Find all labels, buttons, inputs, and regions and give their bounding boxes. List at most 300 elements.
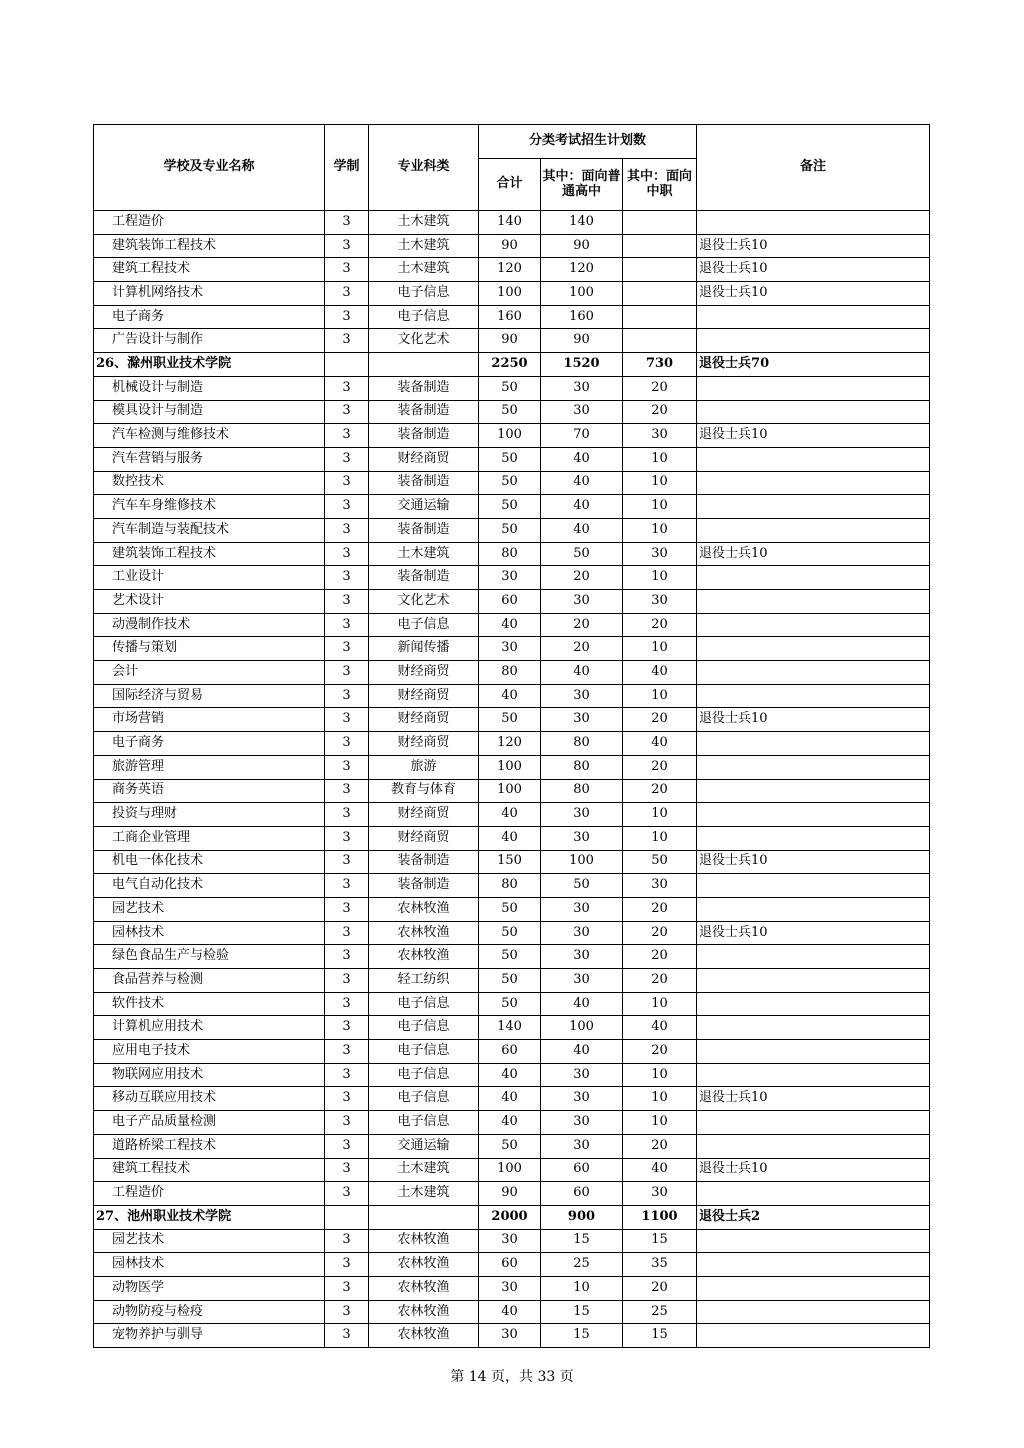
table-row bbox=[94, 305, 930, 329]
total-cell: 120 bbox=[479, 732, 541, 756]
duration-cell: 3 bbox=[325, 542, 369, 566]
note-cell bbox=[697, 755, 930, 779]
category-cell: 土木建筑 bbox=[369, 1182, 479, 1206]
duration-cell: 3 bbox=[325, 566, 369, 590]
category-cell: 财经商贸 bbox=[369, 826, 479, 850]
duration-cell: 3 bbox=[325, 826, 369, 850]
duration-cell: 3 bbox=[325, 282, 369, 306]
category-cell: 财经商贸 bbox=[369, 684, 479, 708]
major-name-cell: 应用电子技术 bbox=[94, 1040, 325, 1064]
vocational-quota-cell: 1100 bbox=[623, 1205, 697, 1229]
general-quota-cell: 30 bbox=[541, 1134, 623, 1158]
note-cell: 退役士兵10 bbox=[697, 234, 930, 258]
note-cell bbox=[697, 1063, 930, 1087]
vocational-quota-cell: 50 bbox=[623, 850, 697, 874]
vocational-quota-cell: 10 bbox=[623, 566, 697, 590]
general-quota-cell: 30 bbox=[541, 376, 623, 400]
vocational-quota-cell: 20 bbox=[623, 779, 697, 803]
general-quota-cell: 30 bbox=[541, 921, 623, 945]
general-quota-cell: 30 bbox=[541, 969, 623, 993]
category-cell: 电子信息 bbox=[369, 282, 479, 306]
vocational-quota-cell: 730 bbox=[623, 353, 697, 377]
category-cell bbox=[369, 1205, 479, 1229]
category-cell: 电子信息 bbox=[369, 1111, 479, 1135]
total-cell: 40 bbox=[479, 613, 541, 637]
note-cell: 退役士兵70 bbox=[697, 353, 930, 377]
duration-cell: 3 bbox=[325, 874, 369, 898]
header-vocational: 其中：面向中职 bbox=[623, 159, 697, 211]
vocational-quota-cell: 40 bbox=[623, 661, 697, 685]
vocational-quota-cell: 30 bbox=[623, 1182, 697, 1206]
general-quota-cell: 40 bbox=[541, 661, 623, 685]
total-cell: 30 bbox=[479, 1324, 541, 1348]
table-row bbox=[94, 732, 930, 756]
duration-cell: 3 bbox=[325, 1276, 369, 1300]
category-cell: 土木建筑 bbox=[369, 542, 479, 566]
general-quota-cell: 120 bbox=[541, 258, 623, 282]
major-name-cell: 电子商务 bbox=[94, 305, 325, 329]
duration-cell bbox=[325, 1205, 369, 1229]
note-cell bbox=[697, 566, 930, 590]
note-cell bbox=[697, 1111, 930, 1135]
vocational-quota-cell: 20 bbox=[623, 897, 697, 921]
general-quota-cell: 20 bbox=[541, 637, 623, 661]
vocational-quota-cell: 15 bbox=[623, 1324, 697, 1348]
category-cell: 电子信息 bbox=[369, 1016, 479, 1040]
page-number: 第 14 页，共 33 页 bbox=[450, 1369, 574, 1385]
total-cell: 50 bbox=[479, 921, 541, 945]
table-header bbox=[94, 125, 930, 211]
vocational-quota-cell: 10 bbox=[623, 495, 697, 519]
total-cell: 120 bbox=[479, 258, 541, 282]
duration-cell: 3 bbox=[325, 613, 369, 637]
vocational-quota-cell bbox=[623, 282, 697, 306]
general-quota-cell: 40 bbox=[541, 1040, 623, 1064]
category-cell: 轻工纺织 bbox=[369, 969, 479, 993]
vocational-quota-cell: 30 bbox=[623, 874, 697, 898]
note-cell bbox=[697, 376, 930, 400]
category-cell bbox=[369, 353, 479, 377]
major-name-cell: 道路桥梁工程技术 bbox=[94, 1134, 325, 1158]
total-cell: 50 bbox=[479, 897, 541, 921]
note-cell bbox=[697, 826, 930, 850]
total-cell: 50 bbox=[479, 376, 541, 400]
total-cell: 100 bbox=[479, 282, 541, 306]
major-name-cell: 工业设计 bbox=[94, 566, 325, 590]
note-cell bbox=[697, 1040, 930, 1064]
note-cell bbox=[697, 684, 930, 708]
category-cell: 土木建筑 bbox=[369, 211, 479, 235]
general-quota-cell: 30 bbox=[541, 708, 623, 732]
school-name: 26、滁州职业技术学院 bbox=[94, 353, 325, 377]
category-cell: 农林牧渔 bbox=[369, 897, 479, 921]
header-category: 专业科类 bbox=[369, 125, 479, 211]
duration-cell: 3 bbox=[325, 755, 369, 779]
note-cell bbox=[697, 803, 930, 827]
total-cell: 60 bbox=[479, 1253, 541, 1277]
total-cell: 2250 bbox=[479, 353, 541, 377]
major-name-cell: 市场营销 bbox=[94, 708, 325, 732]
table-row bbox=[94, 424, 930, 448]
major-name-cell: 模具设计与制造 bbox=[94, 400, 325, 424]
table-row bbox=[94, 945, 930, 969]
table-row bbox=[94, 921, 930, 945]
general-quota-cell: 30 bbox=[541, 1087, 623, 1111]
duration-cell: 3 bbox=[325, 590, 369, 614]
major-name-cell: 电气自动化技术 bbox=[94, 874, 325, 898]
table-row bbox=[94, 850, 930, 874]
total-cell: 100 bbox=[479, 424, 541, 448]
total-cell: 40 bbox=[479, 1111, 541, 1135]
vocational-quota-cell: 10 bbox=[623, 471, 697, 495]
table-row bbox=[94, 613, 930, 637]
total-cell: 40 bbox=[479, 1300, 541, 1324]
vocational-quota-cell: 40 bbox=[623, 1016, 697, 1040]
table-row bbox=[94, 211, 930, 235]
total-cell: 40 bbox=[479, 803, 541, 827]
table-row bbox=[94, 992, 930, 1016]
duration-cell: 3 bbox=[325, 708, 369, 732]
table-row bbox=[94, 1276, 930, 1300]
category-cell: 财经商贸 bbox=[369, 447, 479, 471]
major-name-cell: 电子产品质量检测 bbox=[94, 1111, 325, 1135]
table-row bbox=[94, 400, 930, 424]
total-cell: 160 bbox=[479, 305, 541, 329]
category-cell: 装备制造 bbox=[369, 874, 479, 898]
total-cell: 100 bbox=[479, 755, 541, 779]
general-quota-cell: 30 bbox=[541, 590, 623, 614]
total-cell: 140 bbox=[479, 211, 541, 235]
category-cell: 土木建筑 bbox=[369, 258, 479, 282]
major-name-cell: 机电一体化技术 bbox=[94, 850, 325, 874]
table-row bbox=[94, 1182, 930, 1206]
duration-cell: 3 bbox=[325, 258, 369, 282]
total-cell: 50 bbox=[479, 495, 541, 519]
total-cell: 80 bbox=[479, 542, 541, 566]
table-row bbox=[94, 1300, 930, 1324]
table-row bbox=[94, 258, 930, 282]
note-cell bbox=[697, 1324, 930, 1348]
major-name-cell: 动物医学 bbox=[94, 1276, 325, 1300]
vocational-quota-cell: 10 bbox=[623, 1063, 697, 1087]
major-name-cell: 艺术设计 bbox=[94, 590, 325, 614]
general-quota-cell: 50 bbox=[541, 874, 623, 898]
note-cell: 退役士兵10 bbox=[697, 921, 930, 945]
major-name-cell: 旅游管理 bbox=[94, 755, 325, 779]
major-name-cell: 工程造价 bbox=[94, 211, 325, 235]
note-cell bbox=[697, 305, 930, 329]
category-cell: 农林牧渔 bbox=[369, 1253, 479, 1277]
major-name-cell: 机械设计与制造 bbox=[94, 376, 325, 400]
duration-cell: 3 bbox=[325, 1253, 369, 1277]
note-cell bbox=[697, 945, 930, 969]
table-row bbox=[94, 1253, 930, 1277]
duration-cell: 3 bbox=[325, 305, 369, 329]
duration-cell: 3 bbox=[325, 1111, 369, 1135]
duration-cell: 3 bbox=[325, 471, 369, 495]
general-quota-cell: 40 bbox=[541, 518, 623, 542]
vocational-quota-cell: 10 bbox=[623, 1087, 697, 1111]
duration-cell: 3 bbox=[325, 1040, 369, 1064]
duration-cell: 3 bbox=[325, 732, 369, 756]
note-cell bbox=[697, 874, 930, 898]
school-name: 27、池州职业技术学院 bbox=[94, 1205, 325, 1229]
category-cell: 农林牧渔 bbox=[369, 921, 479, 945]
note-cell bbox=[697, 1229, 930, 1253]
duration-cell: 3 bbox=[325, 661, 369, 685]
table-row bbox=[94, 661, 930, 685]
total-cell: 100 bbox=[479, 779, 541, 803]
note-cell: 退役士兵10 bbox=[697, 1087, 930, 1111]
table-row bbox=[94, 969, 930, 993]
category-cell: 文化艺术 bbox=[369, 590, 479, 614]
header-note: 备注 bbox=[697, 125, 930, 211]
category-cell: 电子信息 bbox=[369, 1063, 479, 1087]
header-duration: 学制 bbox=[325, 125, 369, 211]
total-cell: 50 bbox=[479, 945, 541, 969]
category-cell: 装备制造 bbox=[369, 471, 479, 495]
total-cell: 60 bbox=[479, 1040, 541, 1064]
vocational-quota-cell: 35 bbox=[623, 1253, 697, 1277]
table-row bbox=[94, 495, 930, 519]
general-quota-cell: 30 bbox=[541, 400, 623, 424]
category-cell: 装备制造 bbox=[369, 376, 479, 400]
major-name-cell: 工程造价 bbox=[94, 1182, 325, 1206]
major-name-cell: 广告设计与制作 bbox=[94, 329, 325, 353]
note-cell bbox=[697, 1276, 930, 1300]
table-row bbox=[94, 282, 930, 306]
category-cell: 土木建筑 bbox=[369, 234, 479, 258]
total-cell: 40 bbox=[479, 826, 541, 850]
general-quota-cell: 30 bbox=[541, 1063, 623, 1087]
general-quota-cell: 30 bbox=[541, 1111, 623, 1135]
vocational-quota-cell: 10 bbox=[623, 518, 697, 542]
note-cell bbox=[697, 1134, 930, 1158]
table-row bbox=[94, 874, 930, 898]
table-row bbox=[94, 1040, 930, 1064]
major-name-cell: 食品营养与检测 bbox=[94, 969, 325, 993]
total-cell: 30 bbox=[479, 1229, 541, 1253]
major-name-cell: 移动互联应用技术 bbox=[94, 1087, 325, 1111]
major-name-cell: 计算机应用技术 bbox=[94, 1016, 325, 1040]
general-quota-cell: 40 bbox=[541, 495, 623, 519]
table-row bbox=[94, 471, 930, 495]
note-cell bbox=[697, 1016, 930, 1040]
major-name-cell: 建筑工程技术 bbox=[94, 1158, 325, 1182]
vocational-quota-cell bbox=[623, 234, 697, 258]
major-name-cell: 汽车营销与服务 bbox=[94, 447, 325, 471]
total-cell: 40 bbox=[479, 1087, 541, 1111]
vocational-quota-cell: 20 bbox=[623, 1134, 697, 1158]
duration-cell: 3 bbox=[325, 518, 369, 542]
total-cell: 50 bbox=[479, 992, 541, 1016]
header-general: 其中：面向普通高中 bbox=[541, 159, 623, 211]
category-cell: 电子信息 bbox=[369, 1040, 479, 1064]
note-cell bbox=[697, 495, 930, 519]
note-cell bbox=[697, 1182, 930, 1206]
total-cell: 90 bbox=[479, 329, 541, 353]
category-cell: 电子信息 bbox=[369, 613, 479, 637]
note-cell: 退役士兵10 bbox=[697, 708, 930, 732]
category-cell: 财经商贸 bbox=[369, 732, 479, 756]
major-name-cell: 会计 bbox=[94, 661, 325, 685]
general-quota-cell: 140 bbox=[541, 211, 623, 235]
category-cell: 财经商贸 bbox=[369, 661, 479, 685]
header-plan-group: 分类考试招生计划数 bbox=[479, 125, 697, 159]
category-cell: 文化艺术 bbox=[369, 329, 479, 353]
major-name-cell: 园艺技术 bbox=[94, 897, 325, 921]
category-cell: 农林牧渔 bbox=[369, 945, 479, 969]
note-cell bbox=[697, 1253, 930, 1277]
total-cell: 30 bbox=[479, 637, 541, 661]
duration-cell: 3 bbox=[325, 1229, 369, 1253]
category-cell: 交通运输 bbox=[369, 1134, 479, 1158]
general-quota-cell: 15 bbox=[541, 1300, 623, 1324]
duration-cell: 3 bbox=[325, 1016, 369, 1040]
major-name-cell: 电子商务 bbox=[94, 732, 325, 756]
duration-cell: 3 bbox=[325, 684, 369, 708]
total-cell: 30 bbox=[479, 1276, 541, 1300]
duration-cell: 3 bbox=[325, 992, 369, 1016]
general-quota-cell: 160 bbox=[541, 305, 623, 329]
general-quota-cell: 900 bbox=[541, 1205, 623, 1229]
general-quota-cell: 40 bbox=[541, 471, 623, 495]
major-name-cell: 汽车车身维修技术 bbox=[94, 495, 325, 519]
duration-cell: 3 bbox=[325, 779, 369, 803]
category-cell: 财经商贸 bbox=[369, 708, 479, 732]
table-row bbox=[94, 1063, 930, 1087]
vocational-quota-cell: 10 bbox=[623, 1111, 697, 1135]
general-quota-cell: 30 bbox=[541, 684, 623, 708]
category-cell: 电子信息 bbox=[369, 305, 479, 329]
school-row bbox=[94, 1205, 930, 1229]
table-row bbox=[94, 1229, 930, 1253]
note-cell bbox=[697, 969, 930, 993]
general-quota-cell: 100 bbox=[541, 850, 623, 874]
general-quota-cell: 30 bbox=[541, 803, 623, 827]
vocational-quota-cell: 20 bbox=[623, 1040, 697, 1064]
category-cell: 装备制造 bbox=[369, 518, 479, 542]
general-quota-cell: 80 bbox=[541, 779, 623, 803]
note-cell: 退役士兵10 bbox=[697, 424, 930, 448]
category-cell: 农林牧渔 bbox=[369, 1276, 479, 1300]
note-cell bbox=[697, 518, 930, 542]
major-name-cell: 传播与策划 bbox=[94, 637, 325, 661]
major-name-cell: 园林技术 bbox=[94, 1253, 325, 1277]
vocational-quota-cell bbox=[623, 329, 697, 353]
major-name-cell: 动物防疫与检疫 bbox=[94, 1300, 325, 1324]
general-quota-cell: 15 bbox=[541, 1324, 623, 1348]
table-row bbox=[94, 779, 930, 803]
major-name-cell: 建筑装饰工程技术 bbox=[94, 234, 325, 258]
vocational-quota-cell: 20 bbox=[623, 969, 697, 993]
category-cell: 农林牧渔 bbox=[369, 1324, 479, 1348]
vocational-quota-cell: 10 bbox=[623, 447, 697, 471]
table-row bbox=[94, 826, 930, 850]
table-row bbox=[94, 637, 930, 661]
duration-cell: 3 bbox=[325, 329, 369, 353]
note-cell bbox=[697, 732, 930, 756]
duration-cell: 3 bbox=[325, 376, 369, 400]
category-cell: 交通运输 bbox=[369, 495, 479, 519]
duration-cell: 3 bbox=[325, 1134, 369, 1158]
major-name-cell: 动漫制作技术 bbox=[94, 613, 325, 637]
category-cell: 财经商贸 bbox=[369, 803, 479, 827]
major-name-cell: 商务英语 bbox=[94, 779, 325, 803]
table-body bbox=[94, 211, 930, 1348]
duration-cell: 3 bbox=[325, 1324, 369, 1348]
vocational-quota-cell: 30 bbox=[623, 424, 697, 448]
general-quota-cell: 90 bbox=[541, 329, 623, 353]
total-cell: 80 bbox=[479, 661, 541, 685]
major-name-cell: 数控技术 bbox=[94, 471, 325, 495]
table-row bbox=[94, 376, 930, 400]
note-cell bbox=[697, 779, 930, 803]
duration-cell: 3 bbox=[325, 234, 369, 258]
vocational-quota-cell: 25 bbox=[623, 1300, 697, 1324]
general-quota-cell: 20 bbox=[541, 613, 623, 637]
major-name-cell: 软件技术 bbox=[94, 992, 325, 1016]
vocational-quota-cell: 10 bbox=[623, 992, 697, 1016]
major-name-cell: 绿色食品生产与检验 bbox=[94, 945, 325, 969]
major-name-cell: 工商企业管理 bbox=[94, 826, 325, 850]
note-cell bbox=[697, 897, 930, 921]
table-row bbox=[94, 329, 930, 353]
category-cell: 电子信息 bbox=[369, 1087, 479, 1111]
vocational-quota-cell: 10 bbox=[623, 803, 697, 827]
table-row bbox=[94, 590, 930, 614]
vocational-quota-cell: 10 bbox=[623, 684, 697, 708]
general-quota-cell: 30 bbox=[541, 945, 623, 969]
header-school-name: 学校及专业名称 bbox=[94, 125, 325, 211]
major-name-cell: 计算机网络技术 bbox=[94, 282, 325, 306]
vocational-quota-cell bbox=[623, 258, 697, 282]
duration-cell: 3 bbox=[325, 969, 369, 993]
category-cell: 装备制造 bbox=[369, 566, 479, 590]
total-cell: 150 bbox=[479, 850, 541, 874]
vocational-quota-cell: 10 bbox=[623, 637, 697, 661]
note-cell: 退役士兵10 bbox=[697, 542, 930, 566]
note-cell: 退役士兵10 bbox=[697, 1158, 930, 1182]
table-row bbox=[94, 447, 930, 471]
general-quota-cell: 60 bbox=[541, 1158, 623, 1182]
table-row bbox=[94, 684, 930, 708]
table-row bbox=[94, 803, 930, 827]
vocational-quota-cell: 20 bbox=[623, 921, 697, 945]
duration-cell: 3 bbox=[325, 1182, 369, 1206]
table-row bbox=[94, 518, 930, 542]
vocational-quota-cell: 20 bbox=[623, 400, 697, 424]
note-cell bbox=[697, 400, 930, 424]
category-cell: 教育与体育 bbox=[369, 779, 479, 803]
vocational-quota-cell: 15 bbox=[623, 1229, 697, 1253]
general-quota-cell: 50 bbox=[541, 542, 623, 566]
vocational-quota-cell: 10 bbox=[623, 826, 697, 850]
general-quota-cell: 10 bbox=[541, 1276, 623, 1300]
note-cell: 退役士兵10 bbox=[697, 258, 930, 282]
total-cell: 100 bbox=[479, 1158, 541, 1182]
total-cell: 50 bbox=[479, 969, 541, 993]
category-cell: 装备制造 bbox=[369, 424, 479, 448]
category-cell: 农林牧渔 bbox=[369, 1300, 479, 1324]
note-cell bbox=[697, 211, 930, 235]
general-quota-cell: 20 bbox=[541, 566, 623, 590]
total-cell: 50 bbox=[479, 400, 541, 424]
duration-cell: 3 bbox=[325, 495, 369, 519]
category-cell: 土木建筑 bbox=[369, 1158, 479, 1182]
duration-cell: 3 bbox=[325, 1158, 369, 1182]
major-name-cell: 汽车检测与维修技术 bbox=[94, 424, 325, 448]
